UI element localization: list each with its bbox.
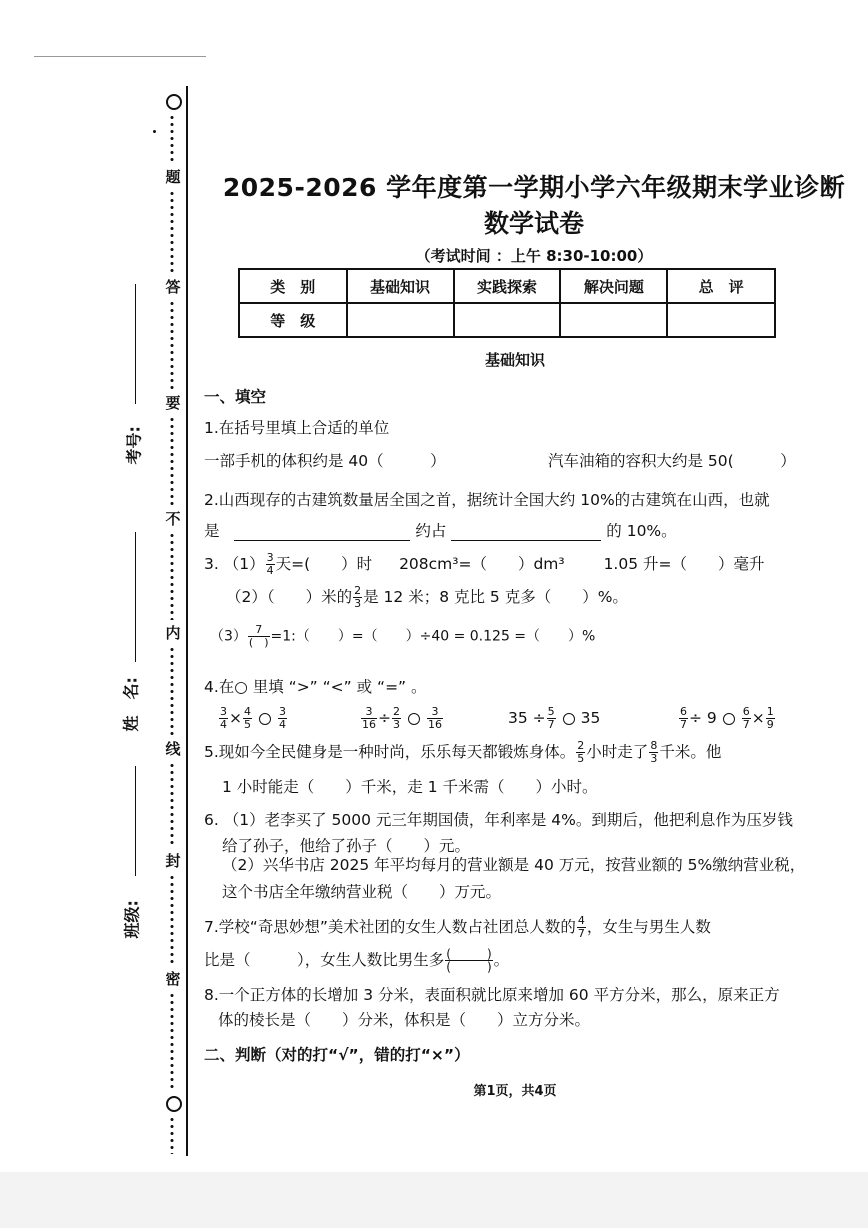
frac-den: 7: [742, 718, 750, 731]
binding-strip: [160, 86, 188, 1156]
frac-den: ( ): [248, 636, 269, 649]
q2-text-a: 是: [204, 522, 220, 540]
grade-cell[interactable]: [454, 303, 561, 337]
q5-text: 5.现如今全民健身是一种时尚，乐乐每天都锻炼身体。: [204, 743, 576, 761]
fraction: [392, 706, 401, 731]
frac-den: 3: [354, 597, 362, 610]
part2-heading: 二、判断（对的打“√”，错的打“×”）: [204, 1046, 470, 1064]
fraction: [649, 740, 658, 765]
q3-text: 天=( ）时: [275, 555, 373, 573]
binding-dots: [168, 762, 176, 848]
frac-num: 3: [220, 705, 227, 718]
q3-part2: [226, 585, 628, 610]
class-label: 班级:: [122, 900, 142, 939]
q5-text: 小时走了: [586, 743, 649, 761]
frac-den: 7: [680, 718, 687, 731]
binding-char: 答: [165, 278, 181, 296]
table-row: [239, 269, 775, 303]
q5-line1: [204, 740, 721, 765]
page-subtitle: 数学试卷: [483, 209, 584, 238]
frac-num[interactable]: ( ): [446, 947, 492, 961]
binding-hole-bottom: [166, 1096, 182, 1112]
q4-item-4: [678, 706, 776, 731]
page-title: 2025-2026 学年度第一学期小学六年级期末学业诊断: [222, 173, 846, 202]
binding-dots: [168, 646, 176, 736]
binding-char: 题: [165, 168, 181, 186]
q7-text: 比是（ ），女生人数比男生多: [204, 951, 445, 969]
frac-num: 3: [266, 551, 274, 564]
q2-text-b: 约占: [415, 522, 447, 540]
q3-text: 1.05 升=（ ）毫升: [603, 555, 765, 573]
frac-den: 7: [547, 718, 555, 731]
frac-den[interactable]: ( ): [446, 960, 492, 974]
frac-num: 3: [361, 706, 377, 719]
compare-circle[interactable]: [723, 713, 735, 725]
fraction: [445, 948, 492, 973]
binding-char: 内: [165, 624, 181, 642]
frac-num: 3: [427, 706, 443, 719]
operator: ÷ 9: [689, 709, 717, 727]
expr-text: 35: [580, 709, 601, 727]
fraction: [766, 706, 775, 731]
q7-line2: [204, 948, 509, 973]
q4-prompt: 4.在○ 里填 “>” “<” 或 “=” 。: [204, 678, 427, 696]
name-label: 姓 名:: [121, 677, 141, 732]
fraction: [427, 706, 443, 731]
binding-hole-top: [166, 94, 182, 110]
fraction: [361, 706, 377, 731]
q4-item-1: [218, 706, 288, 731]
q6-line3: （2）兴华书店 2025 年平均每月的营业额是 40 万元，按营业额的 5%缴纳营业税，: [222, 856, 806, 874]
ink-dot: [153, 130, 156, 133]
q6-line2: 给了孙子，他给了孙子（ ）元。: [222, 837, 471, 855]
top-rule: [34, 56, 206, 57]
table-cell: 类 别: [239, 269, 347, 303]
binding-dots: [168, 114, 176, 164]
page-footer: 第1页，共4页: [473, 1084, 557, 1099]
frac-den: 9: [766, 718, 774, 731]
table-cell: 解决问题: [560, 269, 667, 303]
q5-text: 千米。他: [659, 743, 722, 761]
exam-no-line: [135, 284, 136, 404]
grade-cell[interactable]: [667, 303, 775, 337]
q5-line2: 1 小时能走（ ）千米，走 1 千米需（ ）小时。: [222, 778, 598, 796]
q6-line4: 这个书店全年缴纳营业税（ ）万元。: [222, 883, 502, 901]
binding-dots: [168, 532, 176, 620]
q8-line1: 8.一个正方体的长增加 3 分米，表面积就比原来增加 60 平方分米，那么，原来正方: [204, 986, 780, 1004]
answer-blank[interactable]: [451, 540, 601, 541]
table-row: [239, 303, 775, 337]
q3-prefix: 3. （1）: [204, 555, 265, 573]
q4-item-2: [360, 706, 444, 731]
grade-cell[interactable]: [560, 303, 667, 337]
fraction: [577, 915, 586, 940]
binding-dots: [168, 300, 176, 390]
section-title: 基础知识: [484, 351, 545, 369]
operator: ÷: [378, 709, 391, 727]
q7-line1: [204, 915, 711, 940]
fraction: [243, 706, 252, 731]
q2-line1: 2.山西现存的古建筑数量居全国之首，据统计全国大约 10%的古建筑在山西，也就: [204, 491, 770, 509]
fraction: [576, 740, 585, 765]
fraction: [679, 706, 688, 731]
q7-text: 。: [493, 951, 510, 969]
operator: ×: [751, 709, 765, 727]
binding-char: 不: [165, 510, 181, 528]
q2-line2: [204, 519, 677, 541]
compare-circle[interactable]: [259, 713, 271, 725]
table-cell: 等 级: [239, 303, 347, 337]
frac-num: 5: [547, 705, 555, 718]
table-cell: 总 评: [667, 269, 775, 303]
binding-dots: [168, 874, 176, 966]
q8-line2: 体的棱长是（ ）分米，体积是（ ）立方分米。: [218, 1011, 591, 1029]
fraction: [547, 706, 556, 731]
binding-line: [186, 86, 188, 1156]
frac-den: 4: [279, 718, 286, 731]
q3-prefix: （2）（ ）米的: [226, 588, 353, 606]
binding-char: 封: [165, 852, 181, 870]
table-cell: 基础知识: [347, 269, 454, 303]
frac-num: 8: [650, 739, 658, 752]
fraction: [353, 585, 362, 610]
frac-num: 6: [680, 705, 687, 718]
q7-text: ，女生与男生人数: [586, 918, 711, 936]
q3-part1: [204, 552, 765, 577]
binding-dots: [168, 190, 176, 274]
q6-line1: 6. （1）老李买了 5000 元三年期国债，年利率是 4%。到期后，他把利息作为压岁钱: [204, 811, 793, 829]
q3-part3: [210, 624, 595, 649]
exam-no-label: 考号:: [124, 426, 144, 465]
frac-den: 3: [393, 718, 400, 731]
compare-circle[interactable]: [408, 713, 420, 725]
q1-b: 汽车油箱的容积大约是 50( ）: [548, 452, 796, 470]
frac-num: 6: [742, 705, 750, 718]
expr-text: 35 ÷: [508, 709, 546, 727]
frac-num: 4: [577, 914, 585, 927]
binding-dots: [168, 992, 176, 1092]
frac-den: 4: [266, 564, 274, 577]
q1-a: 一部手机的体积约是 40（ ）: [204, 452, 446, 470]
frac-num: 4: [244, 705, 251, 718]
name-line: [135, 532, 136, 662]
q1-prompt: 1.在括号里填上合适的单位: [204, 419, 390, 437]
fraction: [219, 706, 228, 731]
grade-table: [238, 268, 776, 338]
fraction: [266, 552, 275, 577]
binding-dots: [168, 416, 176, 506]
part1-heading: 一、填空: [204, 388, 267, 406]
frac-den: 3: [650, 752, 658, 765]
frac-num: 7: [248, 624, 270, 637]
q7-text: 7.学校“奇思妙想”美术社团的女生人数占社团总人数的: [204, 918, 576, 936]
frac-den: 16: [428, 718, 442, 731]
q3-text: 208cm³=（ ）dm³: [399, 555, 565, 573]
frac-num: 2: [577, 739, 585, 752]
frac-num: 2: [393, 705, 400, 718]
answer-blank[interactable]: [234, 540, 410, 541]
q3-text: 是 12 米；8 克比 5 克多（ ）%。: [363, 588, 628, 606]
exam-time: （考试时间 ：上午 8:30-10:00）: [415, 247, 653, 265]
binding-char: 线: [165, 740, 181, 758]
grade-cell[interactable]: [347, 303, 454, 337]
class-line: [135, 766, 136, 876]
fraction: [742, 706, 751, 731]
table-cell: 实践探索: [454, 269, 561, 303]
q3-text: =1:（ ）=（ ）÷40 = 0.125 =（ ）%: [270, 628, 596, 645]
compare-circle[interactable]: [563, 713, 575, 725]
binding-char: 要: [165, 394, 181, 412]
frac-den: 5: [244, 718, 251, 731]
q2-text-c: 的 10%。: [606, 522, 677, 540]
frac-num: 3: [279, 705, 286, 718]
frac-den: 5: [577, 752, 585, 765]
q4-item-3: [508, 706, 600, 731]
fraction: [248, 624, 270, 649]
binding-char: 密: [165, 970, 181, 988]
frac-num: 1: [766, 705, 774, 718]
frac-den: 7: [577, 927, 585, 940]
frac-den: 4: [220, 718, 227, 731]
fraction: [278, 706, 287, 731]
q3-prefix: （3）: [210, 628, 247, 645]
frac-den: 16: [362, 718, 376, 731]
frac-num: 2: [354, 584, 362, 597]
operator: ×: [229, 709, 242, 727]
binding-dots: [168, 1116, 176, 1154]
